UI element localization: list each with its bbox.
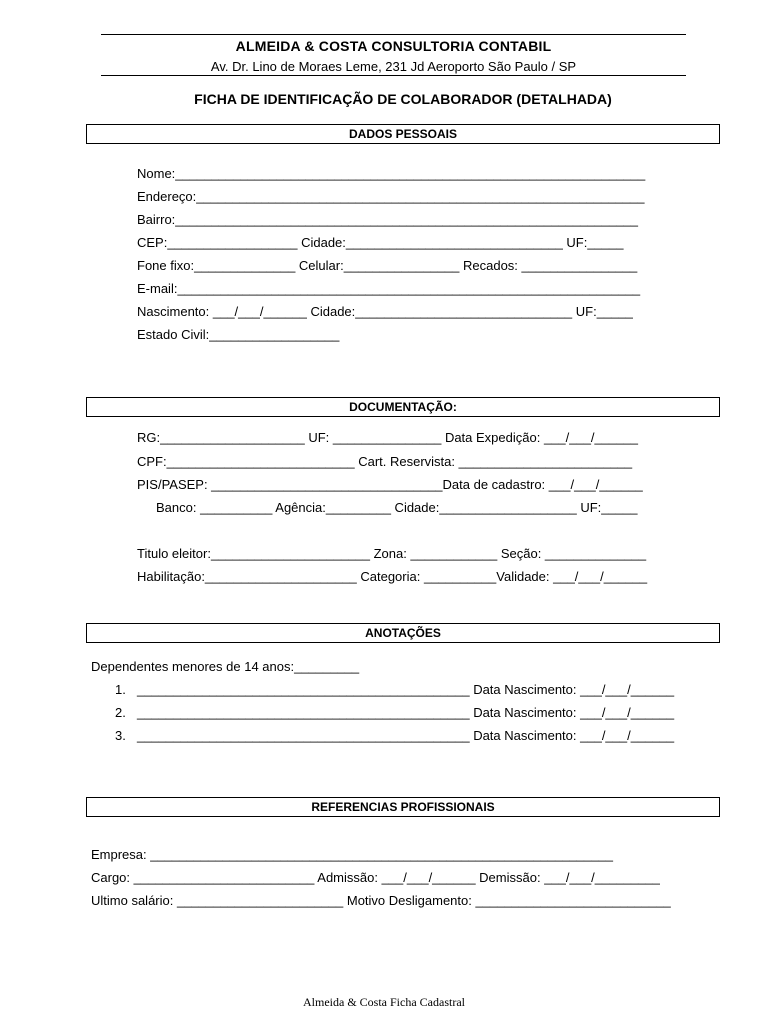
field-dependente[interactable]: ______________________________________________ Data Nascimento: ___/___/______ <box>137 705 675 720</box>
field-pis-pasep[interactable]: PIS/PASEP: ________________________________Data de cadastro: ___/___/______ <box>137 477 643 492</box>
field-email[interactable]: E-mail:________________________________________________________________ <box>137 281 641 296</box>
section-heading-anotacoes: ANOTAÇÕES <box>86 623 720 643</box>
field-estado-civil[interactable]: Estado Civil:__________________ <box>137 327 340 342</box>
field-cpf[interactable]: CPF:__________________________ Cart. Reservista: ________________________ <box>137 454 633 469</box>
dependente-number: 3. <box>115 728 126 743</box>
section-heading-documentacao: DOCUMENTAÇÃO: <box>86 397 720 417</box>
field-rg[interactable]: RG:____________________ UF: _______________ Data Expedição: ___/___/______ <box>137 430 638 445</box>
header-bottom-rule <box>101 75 686 76</box>
dependente-number: 2. <box>115 705 126 720</box>
field-banco[interactable]: Banco: __________ Agência:_________ Cidade:___________________ UF:_____ <box>156 500 638 515</box>
company-name: ALMEIDA & COSTA CONSULTORIA CONTABIL <box>235 38 552 54</box>
dependente-number: 1. <box>115 682 126 697</box>
company-address: Av. Dr. Lino de Moraes Leme, 231 Jd Aeroporto São Paulo / SP <box>210 59 577 74</box>
page-footer: Almeida & Costa Ficha Cadastral <box>303 995 465 1009</box>
field-bairro[interactable]: Bairro:________________________________________________________________ <box>137 212 639 227</box>
field-nome[interactable]: Nome:_________________________________________________________________ <box>137 166 646 181</box>
header-top-rule <box>101 34 686 35</box>
field-dependentes[interactable]: Dependentes menores de 14 anos:_________ <box>91 659 360 674</box>
field-dependente[interactable]: ______________________________________________ Data Nascimento: ___/___/______ <box>137 682 675 697</box>
field-telefones[interactable]: Fone fixo:______________ Celular:________________ Recados: ________________ <box>137 258 638 273</box>
field-empresa[interactable]: Empresa: ________________________________________________________________ <box>91 847 613 862</box>
field-cargo[interactable]: Cargo: _________________________ Admissão: ___/___/______ Demissão: ___/___/_________ <box>91 870 660 885</box>
field-titulo-eleitor[interactable]: Titulo eleitor:______________________ Zona: ____________ Seção: ______________ <box>137 546 647 561</box>
section-heading-referencias: REFERENCIAS PROFISSIONAIS <box>86 797 720 817</box>
field-endereco[interactable]: Endereço:______________________________________________________________ <box>137 189 645 204</box>
section-heading-dados-pessoais: DADOS PESSOAIS <box>86 124 720 144</box>
field-habilitacao[interactable]: Habilitação:_____________________ Categoria: __________Validade: ___/___/______ <box>137 569 648 584</box>
field-dependente[interactable]: ______________________________________________ Data Nascimento: ___/___/______ <box>137 728 675 743</box>
field-ultimo-salario[interactable]: Ultimo salário: _______________________ Motivo Desligamento: ___________________________ <box>91 893 671 908</box>
field-nascimento[interactable]: Nascimento: ___/___/______ Cidade:______________________________ UF:_____ <box>137 304 633 319</box>
document-title: FICHA DE IDENTIFICAÇÃO DE COLABORADOR (DETALHADA) <box>194 91 612 107</box>
field-cep-cidade-uf[interactable]: CEP:__________________ Cidade:______________________________ UF:_____ <box>137 235 624 250</box>
